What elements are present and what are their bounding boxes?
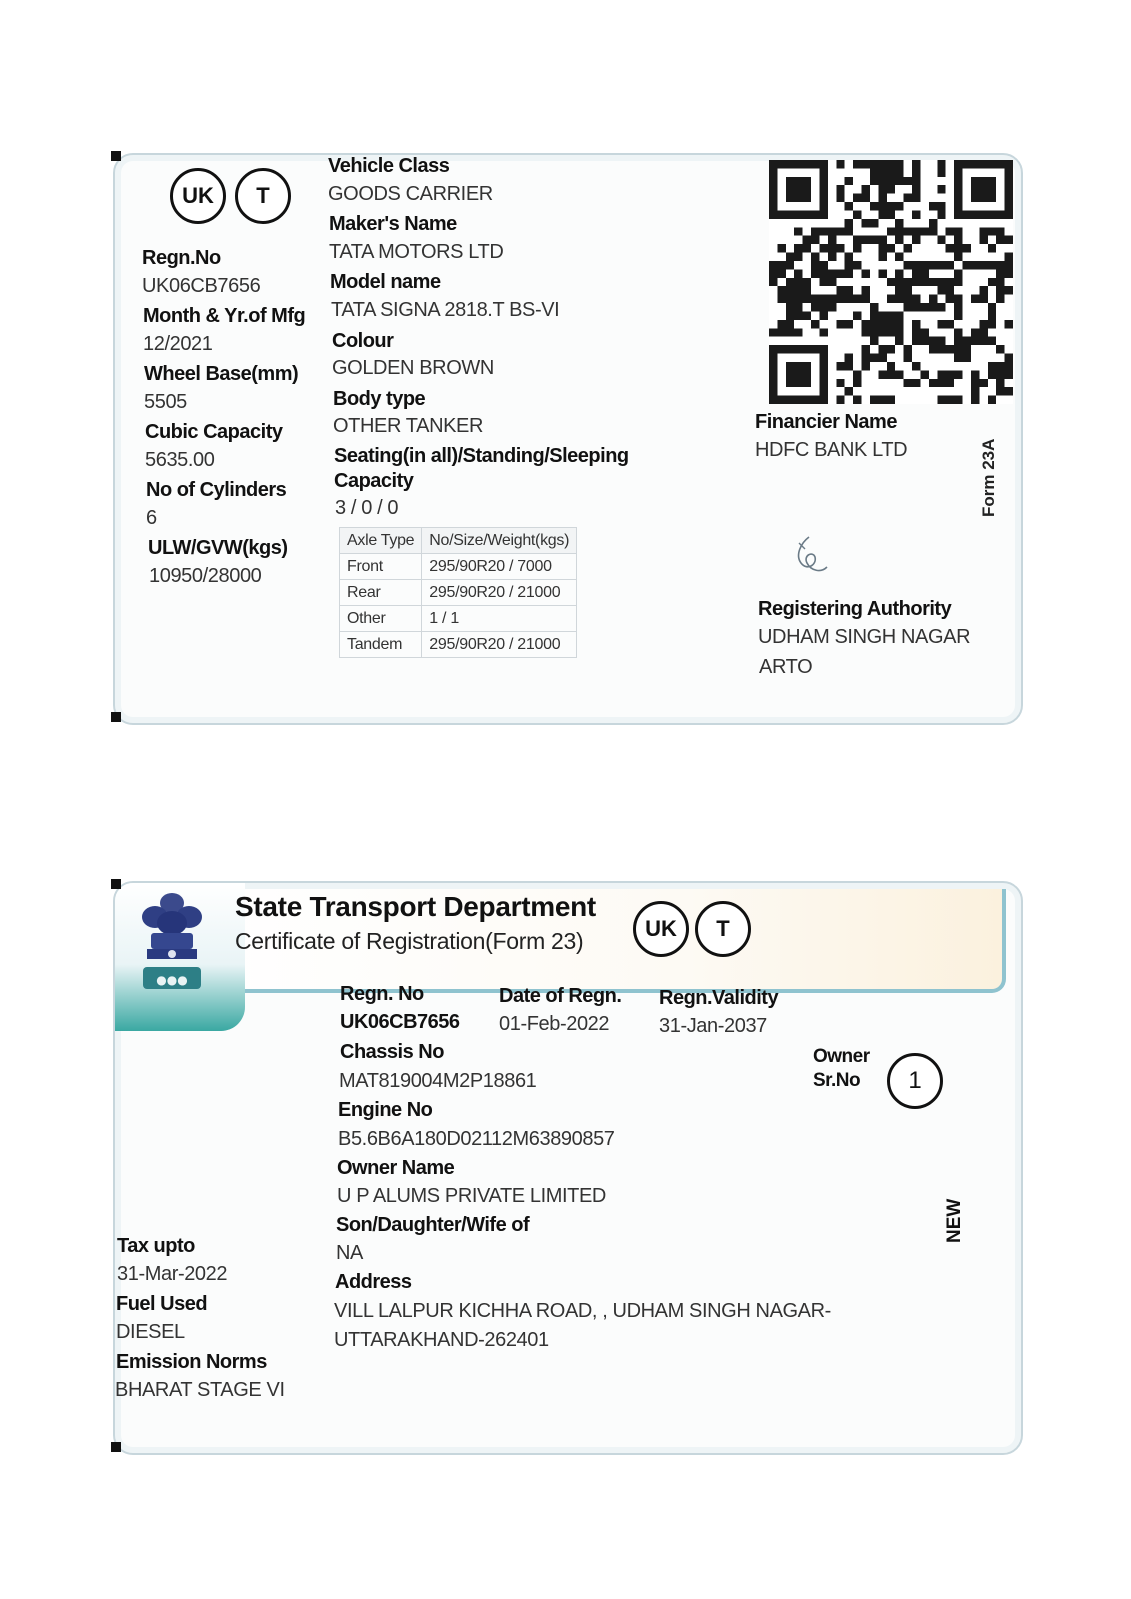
owner-sr-label-line2: Sr.No (813, 1070, 861, 1091)
seating-label-line2: Capacity (334, 470, 414, 492)
model-name-label: Model name (330, 271, 441, 293)
emblem-panel (115, 883, 245, 1031)
regn-validity-value: 31-Jan-2037 (659, 1015, 767, 1037)
table-row (340, 554, 577, 580)
colour-value: GOLDEN BROWN (332, 357, 494, 379)
crop-mark (111, 712, 121, 722)
national-emblem-icon (133, 889, 211, 1007)
emission-norms-label: Emission Norms (116, 1351, 267, 1373)
relation-label: Son/Daughter/Wife of (336, 1214, 530, 1236)
emission-norms-value: BHARAT STAGE VI (115, 1379, 285, 1401)
regn-no-value: UK06CB7656 (340, 1011, 460, 1033)
table-row (340, 606, 577, 632)
ulw-gvw-label: ULW/GVW(kgs) (148, 537, 288, 559)
state-badge: UK (170, 168, 226, 224)
address-label: Address (335, 1271, 412, 1293)
financier-label: Financier Name (755, 411, 897, 433)
body-type-label: Body type (333, 388, 426, 410)
axle-size-cell: 295/90R20 / 21000 (422, 632, 577, 658)
axle-size-cell: 1 / 1 (422, 606, 577, 632)
date-of-regn-value: 01-Feb-2022 (499, 1013, 610, 1035)
wheel-base-value: 5505 (144, 391, 187, 413)
fuel-used-label: Fuel Used (116, 1293, 208, 1315)
address-line-1: VILL LALPUR KICHHA ROAD, , UDHAM SINGH NAGAR- (334, 1300, 831, 1322)
owner-sr-badge: 1 (887, 1053, 943, 1109)
ulw-gvw-value: 10950/28000 (149, 565, 262, 587)
cubic-capacity-label: Cubic Capacity (145, 421, 283, 443)
table-row (340, 632, 577, 658)
axle-table-header (340, 528, 577, 554)
regn-validity-label: Regn.Validity (659, 987, 779, 1009)
axle-type-cell: Other (340, 606, 422, 632)
tax-upto-label: Tax upto (117, 1235, 195, 1257)
state-badge: UK (633, 901, 689, 957)
transport-badge: T (695, 901, 751, 957)
maker-name-value: TATA MOTORS LTD (329, 241, 504, 263)
chassis-no-value: MAT819004M2P18861 (339, 1070, 537, 1092)
financier-value: HDFC BANK LTD (755, 439, 908, 461)
axle-type-cell: Rear (340, 580, 422, 606)
model-name-value: TATA SIGNA 2818.T BS-VI (331, 299, 560, 321)
signature (787, 533, 831, 579)
tax-upto-value: 31-Mar-2022 (117, 1263, 228, 1285)
registering-authority-label: Registering Authority (758, 598, 952, 620)
qr-code (769, 160, 1013, 404)
regn-no-value: UK06CB7656 (142, 275, 261, 297)
new-label: NEW (944, 1198, 965, 1243)
axle-type-cell: Tandem (340, 632, 422, 658)
wheel-base-label: Wheel Base(mm) (144, 363, 299, 385)
chassis-no-label: Chassis No (340, 1041, 444, 1063)
table-row (340, 580, 577, 606)
page-subtitle: Certificate of Registration(Form 23) (235, 928, 584, 954)
regn-no-label: Regn. No (340, 983, 424, 1005)
crop-mark (111, 879, 121, 889)
rc-card-back (113, 153, 1023, 725)
relation-value: NA (336, 1242, 363, 1264)
mfg-date-label: Month & Yr.of Mfg (143, 305, 306, 327)
axle-size-cell: 295/90R20 / 7000 (422, 554, 577, 580)
address-line-2: UTTARAKHAND-262401 (334, 1329, 549, 1351)
maker-name-label: Maker's Name (329, 213, 457, 235)
form-23a-label: Form 23A (979, 438, 998, 517)
transport-badge: T (235, 168, 291, 224)
axle-size-cell: 295/90R20 / 21000 (422, 580, 577, 606)
colour-label: Colour (332, 330, 394, 352)
axle-header-size: No/Size/Weight(kgs) (422, 528, 577, 554)
rc-card-front (113, 881, 1023, 1455)
registering-authority-value: UDHAM SINGH NAGAR (758, 626, 971, 648)
engine-no-label: Engine No (338, 1099, 433, 1121)
seating-label: Seating(in all)/Standing/Sleeping (334, 445, 629, 467)
cylinders-value: 6 (146, 507, 157, 529)
body-type-value: OTHER TANKER (333, 415, 484, 437)
owner-name-label: Owner Name (337, 1157, 455, 1179)
regn-no-label: Regn.No (142, 247, 221, 269)
vehicle-class-label: Vehicle Class (328, 155, 450, 177)
crop-mark (111, 151, 121, 161)
cubic-capacity-value: 5635.00 (145, 449, 215, 471)
registering-authority-office: ARTO (759, 656, 813, 678)
seating-value: 3 / 0 / 0 (335, 497, 399, 519)
vehicle-class-value: GOODS CARRIER (328, 183, 493, 205)
page-title: State Transport Department (235, 891, 596, 922)
svg-text:●●●: ●●● (156, 973, 188, 987)
axle-header-type: Axle Type (340, 528, 422, 554)
cylinders-label: No of Cylinders (146, 479, 287, 501)
axle-table (339, 527, 577, 658)
fuel-used-value: DIESEL (116, 1321, 185, 1343)
engine-no-value: B5.6B6A180D02112M63890857 (338, 1128, 615, 1150)
crop-mark (111, 1442, 121, 1452)
date-of-regn-label: Date of Regn. (499, 985, 622, 1007)
owner-sr-label: Owner (813, 1046, 870, 1067)
axle-type-cell: Front (340, 554, 422, 580)
mfg-date-value: 12/2021 (143, 333, 213, 355)
owner-name-value: U P ALUMS PRIVATE LIMITED (337, 1185, 606, 1207)
